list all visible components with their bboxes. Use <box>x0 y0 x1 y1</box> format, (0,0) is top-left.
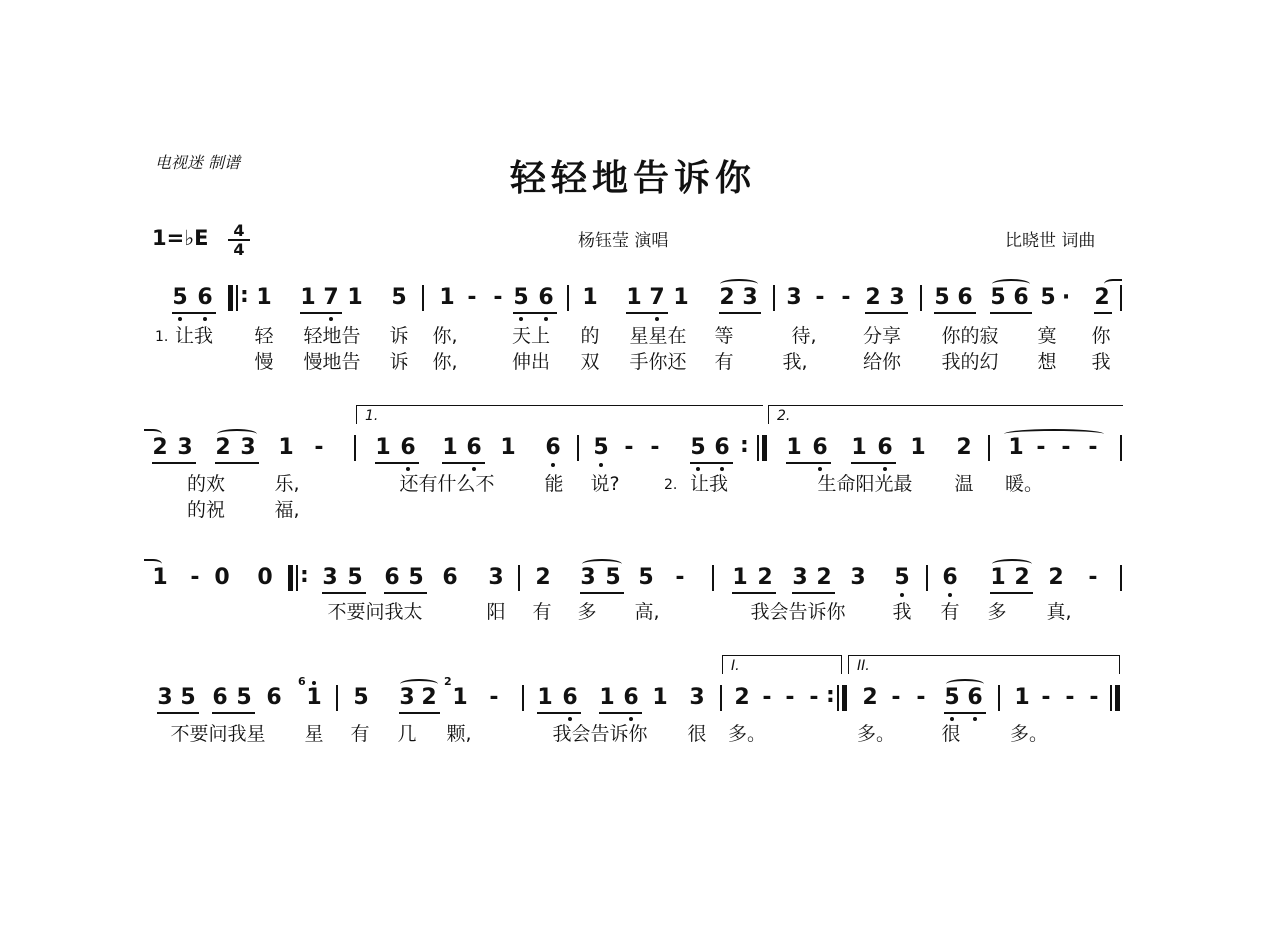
lyric: 我的幻 <box>941 351 999 373</box>
barline <box>228 285 233 311</box>
barline <box>998 685 1000 711</box>
note: 1 <box>306 685 322 710</box>
barline <box>577 435 579 461</box>
note: 2 <box>152 435 168 460</box>
lyric: 几 <box>397 723 417 745</box>
beam <box>322 592 366 594</box>
note: - <box>815 285 825 310</box>
note: 3 <box>240 435 256 460</box>
low-dot <box>203 317 207 321</box>
singer-credit: 杨钰莹 演唱 <box>578 231 669 251</box>
beam <box>851 462 896 464</box>
beam <box>537 712 581 714</box>
note: 3 <box>177 435 193 460</box>
note: 3 <box>792 565 808 590</box>
note: 3 <box>689 685 705 710</box>
lyric: 轻 <box>254 325 274 347</box>
beam <box>792 592 835 594</box>
barline <box>354 435 356 461</box>
verse-number: 2. <box>664 477 678 493</box>
note: 3 <box>580 565 596 590</box>
key-signature: 1=♭E <box>152 226 209 250</box>
note: 5 <box>990 285 1006 310</box>
note: 5 <box>180 685 196 710</box>
note: - <box>675 565 685 590</box>
lyric: 很 <box>687 723 707 745</box>
note: 1 <box>786 435 802 460</box>
barline <box>920 285 922 311</box>
barline <box>757 435 759 461</box>
note: - <box>1065 685 1075 710</box>
volta-2: II. <box>848 655 1120 674</box>
low-dot <box>406 467 410 471</box>
barline <box>712 565 714 591</box>
lyric: 等 <box>714 325 734 347</box>
note: 6 <box>266 685 282 710</box>
barline <box>288 565 293 591</box>
beam <box>944 712 986 714</box>
note: 2 <box>719 285 735 310</box>
beam <box>172 312 216 314</box>
note: 1 <box>347 285 363 310</box>
note: 3 <box>399 685 415 710</box>
lyric: 你 <box>1091 325 1111 347</box>
barline <box>926 565 928 591</box>
beam <box>375 462 419 464</box>
low-dot <box>720 467 724 471</box>
beam <box>786 462 831 464</box>
note: 6 <box>466 435 482 460</box>
note: 6 <box>877 435 893 460</box>
note: 5 <box>934 285 950 310</box>
note: - <box>809 685 819 710</box>
barline <box>296 565 298 591</box>
lyric: 多。 <box>1010 723 1049 745</box>
barline <box>1110 685 1112 711</box>
time-signature-top: 4 <box>233 221 245 240</box>
beam <box>690 462 733 464</box>
barline <box>522 685 524 711</box>
note: 5 <box>408 565 424 590</box>
note: 1 <box>452 685 468 710</box>
barline <box>336 685 338 711</box>
lyric: 多 <box>577 601 597 623</box>
low-dot <box>696 467 700 471</box>
slur <box>582 559 622 569</box>
note: 5 <box>638 565 654 590</box>
note: 6 <box>442 565 458 590</box>
note: - <box>493 285 503 310</box>
note: 2 <box>215 435 231 460</box>
note: 2 <box>1048 565 1064 590</box>
note: - <box>1061 435 1071 460</box>
barline <box>422 285 424 311</box>
beam <box>990 592 1033 594</box>
lyric: 还有什么不 <box>399 473 495 495</box>
beam <box>1094 312 1112 314</box>
barline <box>720 685 722 711</box>
beam <box>152 462 196 464</box>
note: 3 <box>488 565 504 590</box>
note: 1 <box>990 565 1006 590</box>
lyric: 多 <box>987 601 1007 623</box>
note: - <box>841 285 851 310</box>
lyric: 的祝 <box>186 499 225 521</box>
lyric: 能 <box>544 473 564 495</box>
lyric: 的欢 <box>186 473 225 495</box>
barline <box>1115 685 1120 711</box>
low-dot <box>655 317 659 321</box>
song-title: 轻轻地告诉你 <box>510 157 757 199</box>
beam <box>934 312 976 314</box>
note: 6 <box>942 565 958 590</box>
beam <box>865 312 908 314</box>
lyric: 星 <box>304 723 324 745</box>
note: 1 <box>582 285 598 310</box>
lyric: 说? <box>590 473 620 495</box>
lyric: 寞 <box>1037 325 1057 347</box>
note: 2 <box>956 435 972 460</box>
lyric: 天上 <box>511 325 550 347</box>
lyric: 让我 <box>174 325 213 347</box>
note: 1 <box>732 565 748 590</box>
barline <box>1120 285 1122 311</box>
note: - <box>624 435 634 460</box>
note: 6 <box>538 285 554 310</box>
beam <box>442 462 485 464</box>
lyric: 很 <box>941 723 961 745</box>
note: 6 <box>212 685 228 710</box>
slur <box>217 429 257 439</box>
time-signature-bottom: 4 <box>228 239 250 258</box>
note: 6 <box>967 685 983 710</box>
barline <box>1120 435 1122 461</box>
lyric: 你, <box>432 325 458 347</box>
lyric: 轻地告 <box>303 325 361 347</box>
note: 6 <box>400 435 416 460</box>
verse-number: 1. <box>155 329 169 345</box>
note: 6 <box>1013 285 1029 310</box>
note: 1 <box>626 285 642 310</box>
note: 6 <box>197 285 213 310</box>
lyric: 的 <box>580 325 600 347</box>
note: - <box>489 685 499 710</box>
note: 1 <box>256 285 272 310</box>
note: 5 <box>894 565 910 590</box>
note: 6 <box>714 435 730 460</box>
note: 5 <box>347 565 363 590</box>
note: 1 <box>1014 685 1030 710</box>
lyric: 暖。 <box>1004 473 1043 495</box>
lyric: 福, <box>274 499 300 521</box>
lyric: 阳 <box>486 601 506 623</box>
lyric: 你的寂 <box>941 325 999 347</box>
lyric: 手你还 <box>629 351 687 373</box>
lyric: 我 <box>892 601 912 623</box>
slur <box>992 279 1030 289</box>
lyric: 慢地告 <box>303 351 361 373</box>
lyric: 星星在 <box>629 325 687 347</box>
note: 3 <box>786 285 802 310</box>
note: 2 <box>421 685 437 710</box>
note: 6 <box>545 435 561 460</box>
note: 2 <box>535 565 551 590</box>
note: 0 <box>214 565 230 590</box>
low-dot <box>883 467 887 471</box>
time-signature <box>228 222 250 258</box>
repeat-sign: : <box>740 433 749 458</box>
lyric: 我会告诉你 <box>750 601 846 623</box>
low-dot <box>900 593 904 597</box>
lyric: 多。 <box>857 723 896 745</box>
lyric: 双 <box>580 351 600 373</box>
note: 1 <box>278 435 294 460</box>
note: - <box>1041 685 1051 710</box>
note: 1 <box>673 285 689 310</box>
beam <box>384 592 427 594</box>
low-dot <box>948 593 952 597</box>
lyric: 不要问我太 <box>327 601 423 623</box>
beam <box>580 592 624 594</box>
barline <box>842 685 847 711</box>
score-line-4 <box>0 658 1272 875</box>
note: 2 <box>1094 285 1110 310</box>
lyric: 诉 <box>389 325 409 347</box>
low-dot <box>818 467 822 471</box>
note: - <box>785 685 795 710</box>
barline <box>567 285 569 311</box>
beam <box>399 712 440 714</box>
note: 7 <box>323 285 339 310</box>
beam <box>513 312 557 314</box>
note: · <box>1061 285 1071 310</box>
volta-2: 2. <box>768 405 1123 424</box>
note: - <box>762 685 772 710</box>
note: 1 <box>652 685 668 710</box>
note: 5 <box>593 435 609 460</box>
note: 1 <box>500 435 516 460</box>
note: - <box>190 565 200 590</box>
note: 2 <box>816 565 832 590</box>
lyric: 待, <box>791 325 817 347</box>
barline <box>1120 565 1122 591</box>
beam <box>215 462 259 464</box>
lyric: 高, <box>634 601 660 623</box>
note: 1 <box>152 565 168 590</box>
beam <box>157 712 199 714</box>
slur <box>992 559 1032 569</box>
note: 5 <box>513 285 529 310</box>
note: 0 <box>257 565 273 590</box>
low-dot <box>519 317 523 321</box>
note: 7 <box>649 285 665 310</box>
low-dot <box>599 463 603 467</box>
note: 3 <box>889 285 905 310</box>
beam <box>599 712 642 714</box>
low-dot <box>551 463 555 467</box>
beam <box>300 312 342 314</box>
slur <box>946 679 984 689</box>
low-dot <box>544 317 548 321</box>
transcriber-credit: 电视迷 制谱 <box>155 153 241 172</box>
note: 5 <box>944 685 960 710</box>
lyric: 我 <box>1091 351 1111 373</box>
lyric: 乐, <box>274 473 300 495</box>
note: 5 <box>605 565 621 590</box>
note: - <box>1088 435 1098 460</box>
note: 2 <box>865 285 881 310</box>
barline <box>988 435 990 461</box>
lyric: 有 <box>532 601 552 623</box>
lyric: 温 <box>954 473 974 495</box>
lyric: 不要问我星 <box>170 723 266 745</box>
note: 1 <box>1008 435 1024 460</box>
note: 3 <box>850 565 866 590</box>
note: 2 <box>862 685 878 710</box>
lyric: 生命阳光最 <box>817 473 913 495</box>
note: 1 <box>300 285 316 310</box>
note: 1 <box>442 435 458 460</box>
low-dot <box>629 717 633 721</box>
note: 6 <box>957 285 973 310</box>
lyric: 我会告诉你 <box>552 723 648 745</box>
note: - <box>916 685 926 710</box>
low-dot <box>950 717 954 721</box>
note: 1 <box>537 685 553 710</box>
note: 6 <box>562 685 578 710</box>
lyric: 真, <box>1046 601 1072 623</box>
note: 1 <box>599 685 615 710</box>
note: 3 <box>742 285 758 310</box>
lyric: 让我 <box>689 473 728 495</box>
slur <box>400 679 438 689</box>
lyric: 颗, <box>446 723 472 745</box>
lyric: 想 <box>1037 351 1057 373</box>
note: 1 <box>439 285 455 310</box>
low-dot <box>973 717 977 721</box>
note: 1 <box>375 435 391 460</box>
low-dot <box>329 317 333 321</box>
beam <box>732 592 776 594</box>
barline <box>773 285 775 311</box>
lyric: 诉 <box>389 351 409 373</box>
volta-1: I. <box>722 655 842 674</box>
note: 1 <box>851 435 867 460</box>
note: 6 <box>812 435 828 460</box>
barline <box>762 435 767 461</box>
note: 3 <box>157 685 173 710</box>
note: - <box>650 435 660 460</box>
note: 1 <box>910 435 926 460</box>
note: - <box>1089 685 1099 710</box>
low-dot <box>472 467 476 471</box>
beam <box>212 712 255 714</box>
barline <box>837 685 839 711</box>
beam <box>626 312 668 314</box>
repeat-sign: : <box>240 283 249 308</box>
lyric: 多。 <box>728 723 767 745</box>
repeat-sign: : <box>300 563 309 588</box>
low-dot <box>178 317 182 321</box>
lyric: 有 <box>350 723 370 745</box>
note: 2 <box>1014 565 1030 590</box>
note: 5 <box>236 685 252 710</box>
lyric: 慢 <box>254 351 274 373</box>
beam <box>719 312 761 314</box>
lyric: 分享 <box>862 325 901 347</box>
note: - <box>891 685 901 710</box>
note: 3 <box>322 565 338 590</box>
note: 6 <box>623 685 639 710</box>
low-dot <box>568 717 572 721</box>
note: 5 <box>353 685 369 710</box>
lyric: 我, <box>782 351 808 373</box>
high-dot <box>312 681 316 685</box>
lyric: 给你 <box>862 351 901 373</box>
slur <box>720 279 758 289</box>
note: 5 <box>172 285 188 310</box>
lyric: 你, <box>432 351 458 373</box>
note: 5 <box>690 435 706 460</box>
note: 2 <box>757 565 773 590</box>
barline <box>518 565 520 591</box>
lyric: 伸出 <box>511 351 550 373</box>
writer-credit: 比晓世 词曲 <box>1005 231 1096 251</box>
repeat-sign: : <box>826 683 835 708</box>
note: 6 <box>384 565 400 590</box>
note: 5 <box>1040 285 1056 310</box>
beam <box>990 312 1032 314</box>
grace-note: 6 <box>298 675 306 688</box>
grace-note: 2 <box>444 675 452 688</box>
volta-1: 1. <box>356 405 763 424</box>
note: - <box>1036 435 1046 460</box>
note: 2 <box>734 685 750 710</box>
note: - <box>467 285 477 310</box>
lyric: 有 <box>940 601 960 623</box>
barline <box>236 285 238 311</box>
note: - <box>314 435 324 460</box>
lyric: 有 <box>714 351 734 373</box>
note: - <box>1088 565 1098 590</box>
note: 5 <box>391 285 407 310</box>
